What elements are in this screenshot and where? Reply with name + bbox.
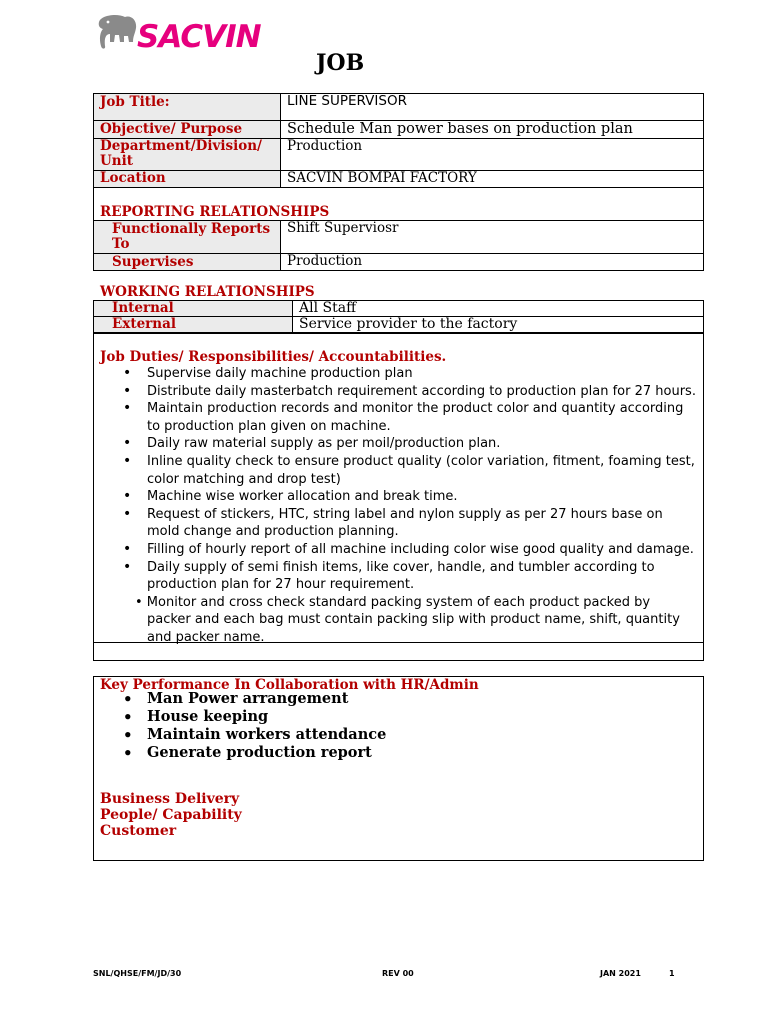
- internal-value: All Staff: [293, 301, 704, 317]
- category-customer: Customer: [100, 823, 177, 839]
- department-value: Production: [281, 139, 704, 171]
- list-item: • Generate production report: [94, 744, 703, 762]
- duties-heading: Job Duties/ Responsibilities/ Accountabilities.: [100, 349, 447, 365]
- objective-value: Schedule Man power bases on production plan: [281, 121, 704, 139]
- list-item: • Man Power arrangement: [94, 690, 703, 708]
- list-item: • Inline quality check to ensure product quality (color variation, fitment, foaming test, color matching and drop test): [94, 453, 703, 488]
- footer-page-number: 1: [669, 969, 675, 978]
- footer-doc-code: SNL/QHSE/FM/JD/30: [93, 969, 182, 978]
- list-item: • Daily supply of semi finish items, like cover, handle, and tumbler according to production plan for 27 hour requirement.: [94, 559, 703, 594]
- company-logo: [95, 12, 261, 55]
- external-label: External: [94, 317, 293, 333]
- list-item: • Filling of hourly report of all machine including color wise good quality and damage.: [94, 541, 703, 559]
- duties-box: [93, 333, 704, 643]
- empty-row: [93, 642, 704, 661]
- footer-date: JAN 2021: [600, 969, 641, 978]
- table-row: [94, 94, 704, 121]
- table-row: [94, 139, 704, 171]
- working-heading: WORKING RELATIONSHIPS: [100, 284, 315, 300]
- location-label: Location: [94, 171, 281, 188]
- reports-to-value: Shift Superviosr: [281, 221, 704, 254]
- table-row: [94, 254, 704, 271]
- internal-label: Internal: [94, 301, 293, 317]
- objective-label: Objective/ Purpose: [94, 121, 281, 139]
- job-info-table: [93, 93, 704, 271]
- footer-revision: REV 00: [382, 969, 414, 978]
- document-title: JOB: [316, 50, 365, 76]
- table-row: [94, 317, 704, 333]
- kpi-categories: [100, 791, 242, 839]
- kpi-list: [94, 690, 703, 762]
- list-item: • Maintain workers attendance: [94, 726, 703, 744]
- table-row: [94, 301, 704, 317]
- list-item: • Distribute daily masterbatch requirement according to production plan for 27 hours.: [94, 383, 703, 401]
- department-label: Department/Division/ Unit: [94, 139, 281, 171]
- list-item: • Maintain production records and monitor the product color and quantity according to production plan given on machine.: [94, 400, 703, 435]
- category-people-capability: People/ Capability: [100, 807, 242, 823]
- svg-text:SACVIN: SACVIN: [137, 19, 261, 55]
- kpi-heading: Key Performance In Collaboration with HR/Admin: [100, 677, 479, 693]
- duties-list: [94, 365, 703, 647]
- table-row: [94, 188, 704, 221]
- category-business-delivery: Business Delivery: [100, 791, 240, 807]
- list-item: • Daily raw material supply as per moil/production plan.: [94, 435, 703, 453]
- reports-to-label: Functionally Reports To: [94, 221, 281, 254]
- list-item: • Machine wise worker allocation and break time.: [94, 488, 703, 506]
- location-value: SACVIN BOMPAI FACTORY: [281, 171, 704, 188]
- table-row: [94, 121, 704, 139]
- table-row: [94, 171, 704, 188]
- list-item: • Monitor and cross check standard packing system of each product packed by packer and each bag must contain packing slip with product name, shift, quantity and packer name.: [135, 594, 680, 645]
- job-info-section: [93, 93, 704, 271]
- job-title-value: LINE SUPERVISOR: [281, 94, 704, 121]
- list-item: • Supervise daily machine production plan: [94, 365, 703, 383]
- working-table: [93, 300, 704, 333]
- reporting-heading: REPORTING RELATIONSHIPS: [100, 204, 330, 220]
- list-item: • House keeping: [94, 708, 703, 726]
- working-section: [93, 300, 704, 333]
- job-title-label: Job Title:: [94, 94, 281, 121]
- reporting-heading-cell: [94, 188, 704, 221]
- supervises-label: Supervises: [94, 254, 281, 271]
- list-item: • Request of stickers, HTC, string label and nylon supply as per 27 hours base on mold change and production planning.: [94, 506, 703, 541]
- table-row: [94, 221, 704, 254]
- supervises-value: Production: [281, 254, 704, 271]
- elephant-logo-icon: [95, 12, 261, 55]
- kpi-box: [93, 676, 704, 861]
- external-value: Service provider to the factory: [293, 317, 704, 333]
